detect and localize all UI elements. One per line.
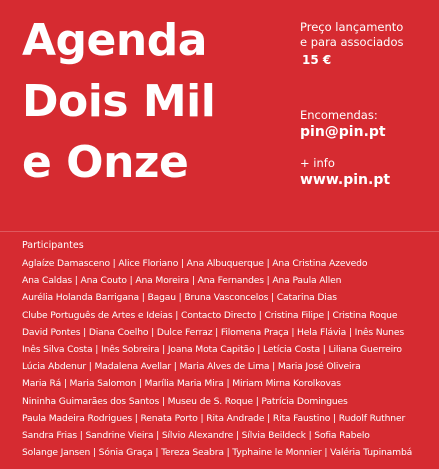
participants-line: David Pontes | Diana Coelho | Dulce Ferraz | Filomena Praça | Hela Flávia | Inês Nunes [22, 326, 404, 338]
participants-line: Ana Caldas | Ana Couto | Ana Moreira | Ana Fernandes | Ana Paula Allen [22, 275, 342, 287]
title-line: Dois Mil [22, 76, 216, 127]
section-divider [0, 231, 439, 232]
participants-line: Aurélia Holanda Barrigana | Bagau | Bruna Vasconcelos | Catarina Dias [22, 292, 337, 304]
participants-line: Nininha Guimarães dos Santos | Museu de S. Roque | Patrícia Domingues [22, 395, 348, 407]
info-label: + info [300, 156, 335, 170]
participants-section [22, 240, 437, 461]
title-line: Agenda [22, 15, 207, 66]
orders-email-link[interactable]: pin@pin.pt [300, 124, 386, 140]
participants-line: Maria Rá | Maria Salomon | Marília Maria Mira | Miriam Mirna Korolkovas [22, 378, 341, 390]
participants-line: Lúcia Abdenur | Madalena Avellar | Maria Alves de Lima | Maria José Oliveira [22, 361, 361, 373]
participants-heading: Participantes [22, 240, 84, 251]
participants-line: Inês Silva Costa | Inês Sobreira | Joana Mota Capitão | Letícia Costa | Liliana Guerreiro [22, 344, 402, 356]
info-url-link[interactable]: www.pin.pt [300, 172, 391, 188]
price-value: 15 € [302, 53, 332, 67]
participants-line: Clube Português de Artes e Ideias | Contacto Directo | Cristina Filipe | Cristina Roque [22, 309, 398, 321]
info-block [300, 156, 435, 189]
orders-block [300, 108, 435, 141]
price-label-line2: e para associados [300, 35, 404, 49]
participants-line: Solange Jansen | Sónia Graça | Tereza Seabra | Typhaine le Monnier | Valéria Tupinambá [22, 447, 413, 459]
participants-line: Paula Madeira Rodrigues | Renata Porto | Rita Andrade | Rita Faustino | Rudolf Ruthner [22, 412, 406, 424]
price-block [300, 20, 435, 67]
poster-title [22, 10, 302, 193]
participants-line: Sandra Frias | Sandrine Vieira | Sílvio Alexandre | Sílvia Beildeck | Sofia Rabelo [22, 430, 370, 442]
title-line: e Onze [22, 137, 189, 188]
orders-label: Encomendas: [300, 108, 378, 122]
participants-line: Aglaíze Damasceno | Alice Floriano | Ana Albuquerque | Ana Cristina Azevedo [22, 258, 368, 269]
price-label-line1: Preço lançamento [300, 20, 404, 34]
